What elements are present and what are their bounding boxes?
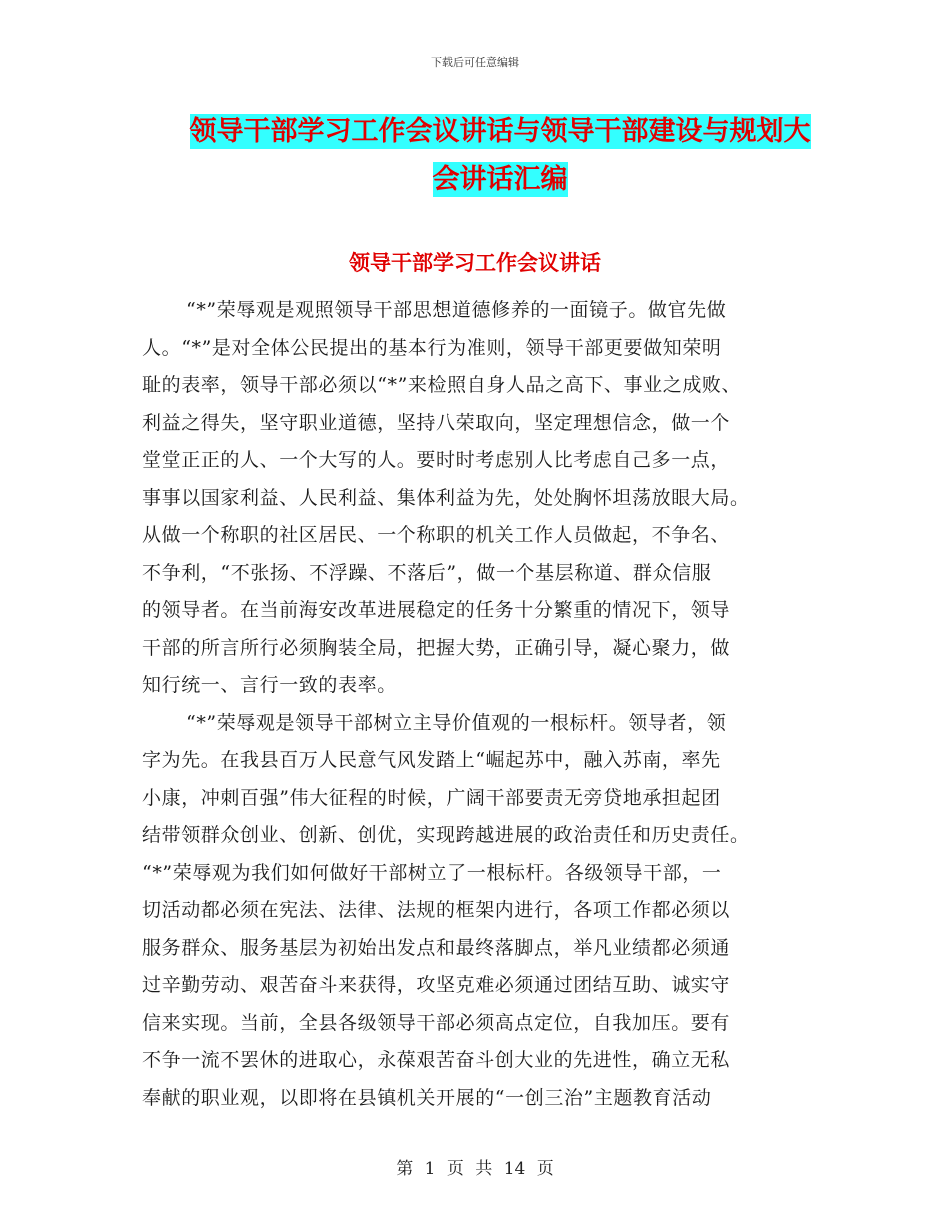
paragraph-1	[142, 292, 812, 705]
paragraph-2	[142, 705, 812, 1118]
text-line: 堂堂正正的人、一个大写的人。要时时考虑别人比考虑自己多一点，	[142, 449, 731, 471]
text-line: 信来实现。当前，全县各级领导干部必须高点定位，自我加压。要有	[142, 1011, 731, 1034]
text-line: 不争利，“不张扬、不浮躁、不落后”，做一个基层称道、群众信服	[142, 561, 712, 584]
text-line: 知行统一、言行一致的表率。	[142, 674, 397, 696]
document-title-line-1: 领导干部学习工作会议讲话与领导干部建设与规划大	[189, 116, 811, 147]
section-title: 领导干部学习工作会议讲话	[349, 251, 601, 275]
text-line: “*”荣辱观为我们如何做好干部树立了一根标杆。各级领导干部，一	[142, 861, 722, 884]
text-line: 事事以国家利益、人民利益、集体利益为先，处处胸怀坦荡放眼大局。	[142, 486, 750, 509]
text-line: 的领导者。在当前海安改革进展稳定的任务十分繁重的情况下，领导	[142, 599, 731, 621]
text-line: 字为先。在我县百万人民意气风发踏上“崛起苏中，融入苏南，率先	[142, 749, 721, 771]
text-line: 结带领群众创业、创新、创优，实现跨越进展的政治责任和历史责任。	[142, 824, 750, 846]
text-line: 从做一个称职的社区居民、一个称职的机关工作人员做起，不争名、	[142, 524, 731, 546]
text-line: “*”荣辱观是领导干部树立主导价值观的一根标杆。领导者，领	[186, 711, 727, 734]
text-line: “*”荣辱观是观照领导干部思想道德修养的一面镜子。做官先做	[186, 299, 727, 321]
text-line: 不争一流不罢休的进取心，永葆艰苦奋斗创大业的先进性，确立无私	[142, 1049, 731, 1071]
text-line: 利益之得失，坚守职业道德，坚持八荣取向，坚定理想信念，做一个	[142, 411, 731, 434]
text-line: 小康，冲刺百强”伟大征程的时候，广阔干部要责无旁贷地承担起团	[142, 786, 721, 809]
text-line: 奉献的职业观，以即将在县镇机关开展的“一创三治”主题教育活动	[142, 1086, 712, 1109]
document-title	[180, 108, 820, 204]
text-line: 过辛勤劳动、艰苦奋斗来获得，攻坚克难必须通过团结互助、诚实守	[142, 974, 731, 996]
text-line: 服务群众、服务基层为初始出发点和最终落脚点，举凡业绩都必须通	[142, 936, 731, 959]
text-line: 人。“*”是对全体公民提出的基本行为准则，领导干部更要做知荣明	[142, 336, 722, 359]
page-number-footer: 第 1 页 共 14 页	[396, 1159, 554, 1179]
text-line: 干部的所言所行必须胸装全局，把握大势，正确引导，凝心聚力，做	[142, 636, 731, 659]
text-line: 切活动都必须在宪法、法律、法规的框架内进行，各项工作都必须以	[142, 899, 731, 921]
body-text	[142, 292, 812, 1117]
document-title-line-2: 会讲话汇编	[432, 164, 568, 195]
text-line: 耻的表率，领导干部必须以“*”来检照自身人品之高下、事业之成败、	[142, 374, 742, 396]
header-note: 下载后可任意编辑	[431, 56, 519, 69]
